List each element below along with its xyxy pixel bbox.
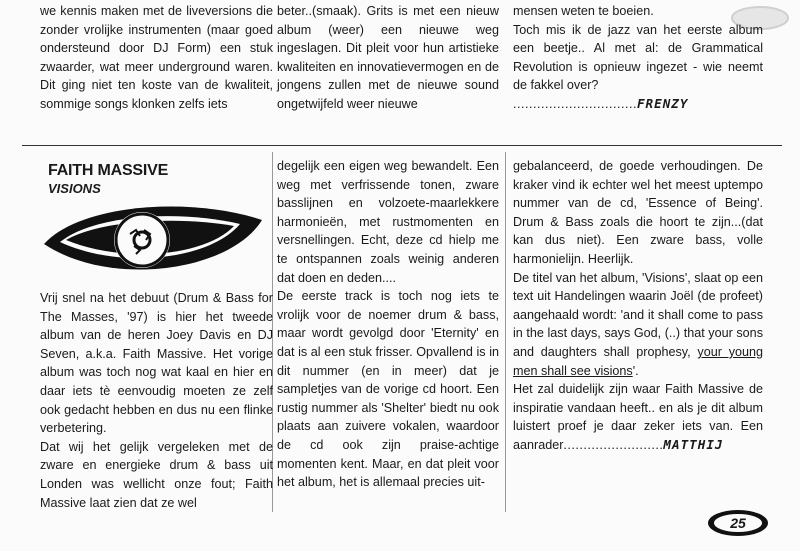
page-number-badge	[706, 508, 770, 538]
top-col3-p1: mensen weten te boeien.	[513, 4, 654, 18]
review-col3-p3-text: Het zal duidelijk zijn waar Faith Massive de inspiratie vandaan heeft.. en als je dit album luistert proef je daar zeker iets van. Een aanrader	[513, 382, 763, 452]
review-col1-p1: Vrij snel na het debuut (Drum & Bass for The Masses, '97) is hier het tweede album van de heren Joey Davis en DJ Seven, a.k.a. Faith Massive. Het vorige album was toch nog wat kaal en hier en daar iets tè eenvoudig moeten ze zelf ook gedacht hebben en dus nu een flinke verbetering.	[40, 291, 273, 436]
top-column-3	[513, 2, 763, 114]
top-col2-text: beter..(smaak). Grits is met een nieuw album (weer) een nieuwe weg ingeslagen. Dit pleit voor hun artistieke kwaliteiten en innovatievermogen en de jongens zullen met de nieuwe sound ongetwijfeld weer nieuwe	[277, 4, 499, 111]
column-rule	[505, 152, 506, 512]
author-signature: FRENZY	[636, 95, 689, 111]
review-col3-p1: gebalanceerd, de goede verhoudingen. De kraker vind ik echter wel het meest uptempo nummer van de cd, 'Essence of Being'. Drum & Bass zoals die hoort te zijn...(dat kan dus niet). Een zware bass, volle harmonielijn. Heerlijk.	[513, 159, 763, 266]
review-title: FAITH MASSIVE	[48, 162, 169, 179]
review-column-2	[277, 157, 499, 492]
page-number: 25	[730, 515, 746, 531]
review-col3-p2	[513, 269, 763, 381]
review-col2-p2: De eerste track is toch nog iets te vrolijk voor de noemer drum & bass, maar wordt gevolgd door 'Eternity' en dat is al een stuk frisser. Opvallend is in dit nummer (en in meer) dat je sampletjes van de vorige cd hoort. Een rustig nummer als 'Shelter' biedt nu ook plaats aan zuivere vokalen, waardoor de cd ook zijn praise-achtige momenten kent. Maar, en dat pleit voor het album, het is allemaal precies uit-	[277, 289, 499, 490]
review-col3-p2-end: '.	[632, 363, 639, 378]
top-column-1	[40, 2, 273, 114]
eye-disc-logo-icon	[40, 200, 265, 280]
review-subtitle: VISIONS	[48, 181, 101, 196]
top-col3-signoff	[513, 95, 763, 114]
top-col1-text: we kennis maken met de liveversions die zonder vrolijke instrumenten (maar goed ondersteund door DJ Form) een stuk zwaarder, wat meer underground waren. Dit ging niet ten koste van de kwaliteit, sommige songs klonken zelfs iets	[40, 4, 273, 111]
review-col3-p2-text: De titel van het album, 'Visions', slaat op een text uit Handelingen waarin Joël (de profeet) aangehaald wordt: 'and it shall come to pass in the last days, says God, (..) that your sons and daughters shall prophesy,	[513, 270, 763, 359]
quote-underlined: your young men shall see visions	[513, 344, 764, 378]
dots-leader: ...............................	[513, 96, 637, 111]
review-col1-p2: Dat wij het gelijk vergeleken met de zware en energieke drum & bass uit Londen was wellicht onze fout; Faith Massive laat zien dat ze wel	[40, 439, 273, 510]
top-column-2	[277, 2, 499, 114]
author-signature: MATTHIJ	[663, 436, 724, 452]
review-column-3	[513, 157, 763, 455]
review-col2-p1: degelijk een eigen weg bewandelt. Een weg met verfrissende tonen, zware basslijnen en volzoete-maarlekkere harmonieën, met rustmomenten en versnellingen. Echt, deze cd hielp me te ontspannen zoals weinig anderen dat doen en deden....	[277, 159, 499, 285]
dots-leader: .........................	[563, 437, 664, 452]
review-col3-p3	[513, 380, 763, 454]
section-divider	[22, 145, 782, 146]
top-col3-p2: Toch mis ik de jazz van het eerste album een beetje.. Al met al: de Grammatical Revolution is opnieuw ingezet - wie neemt de fakkel over?	[513, 22, 763, 93]
